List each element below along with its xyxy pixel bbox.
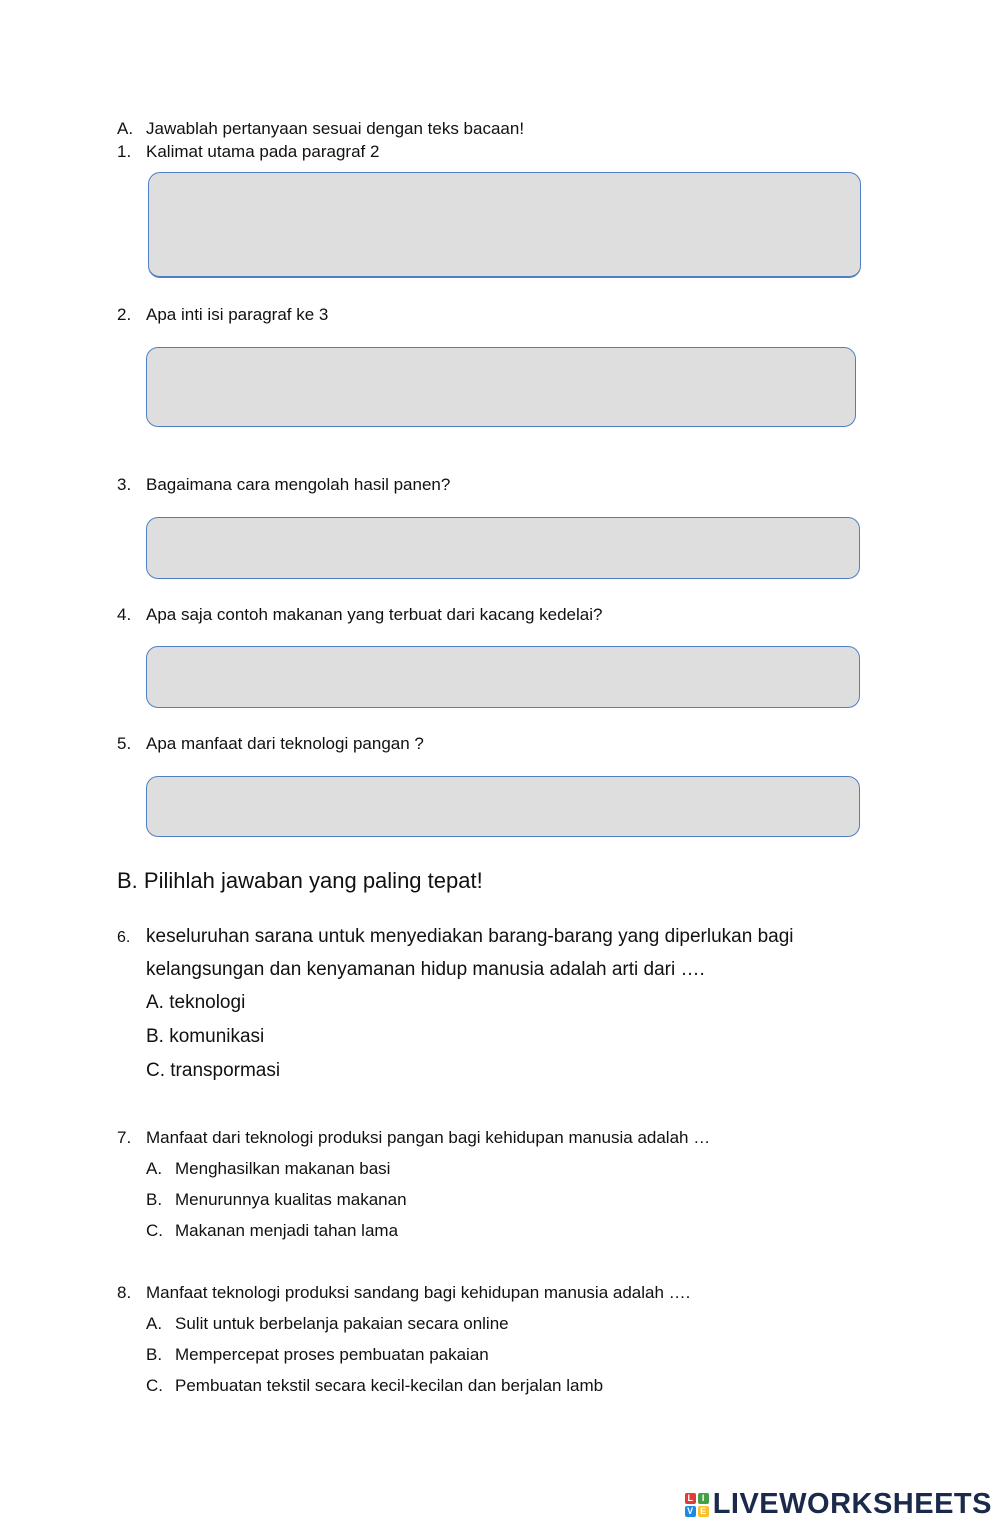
section-b-heading: B. Pilihlah jawaban yang paling tepat! [117, 868, 483, 893]
logo-mark-l: L [685, 1493, 696, 1504]
section-a-label: A. [117, 119, 134, 138]
question-7-option-a[interactable] [146, 1159, 390, 1179]
question-5-text: Apa manfaat dari teknologi pangan ? [146, 734, 424, 753]
question-8-option-c[interactable] [146, 1376, 603, 1396]
section-a-heading [117, 119, 524, 139]
question-6-option-a[interactable]: A. teknologi [146, 992, 246, 1013]
question-8-option-b[interactable] [146, 1345, 489, 1365]
question-6-line-1: keseluruhan sarana untuk menyediakan barang-barang yang diperlukan bagi [146, 926, 794, 947]
question-4 [117, 605, 602, 625]
question-1-text: Kalimat utama pada paragraf 2 [146, 142, 380, 161]
question-8-option-a[interactable] [146, 1314, 509, 1334]
question-5 [117, 734, 424, 754]
question-7-option-b[interactable] [146, 1190, 407, 1210]
section-a-title: Jawablah pertanyaan sesuai dengan teks bacaan! [146, 119, 525, 138]
question-3-text: Bagaimana cara mengolah hasil panen? [146, 475, 451, 494]
logo-mark-e: E [698, 1506, 709, 1517]
question-5-number: 5. [117, 734, 132, 753]
option-letter: A. [146, 1159, 163, 1178]
question-1-number: 1. [117, 142, 132, 161]
question-6-number: 6. [117, 929, 131, 946]
logo-mark-i: I [698, 1493, 709, 1504]
answer-box-4[interactable] [146, 646, 860, 708]
logo-mark-icon [685, 1493, 709, 1517]
question-8-number: 8. [117, 1283, 132, 1302]
option-letter: A. [146, 1314, 163, 1333]
question-6-line-2: kelangsungan dan kenyamanan hidup manusia adalah arti dari …. [146, 959, 705, 980]
logo-mark-v: V [685, 1506, 696, 1517]
question-6-option-c[interactable]: C. transpormasi [146, 1060, 281, 1081]
question-7-number: 7. [117, 1128, 132, 1147]
question-8-text: Manfaat teknologi produksi sandang bagi kehidupan manusia adalah …. [146, 1283, 691, 1302]
question-6 [117, 926, 794, 948]
question-3-number: 3. [117, 475, 132, 494]
option-text: Menurunnya kualitas makanan [175, 1190, 407, 1209]
question-7-option-c[interactable] [146, 1221, 398, 1241]
option-text: Makanan menjadi tahan lama [175, 1221, 399, 1240]
option-letter: B. [146, 1345, 163, 1364]
option-text: Sulit untuk berbelanja pakaian secara online [175, 1314, 509, 1333]
question-2-text: Apa inti isi paragraf ke 3 [146, 305, 329, 324]
question-6-option-b[interactable]: B. komunikasi [146, 1026, 265, 1047]
answer-box-1[interactable] [148, 172, 861, 278]
answer-box-3[interactable] [146, 517, 860, 579]
liveworksheets-logo [685, 1488, 992, 1521]
option-text: Mempercepat proses pembuatan pakaian [175, 1345, 489, 1364]
question-1 [117, 142, 379, 162]
question-8 [117, 1283, 690, 1303]
question-2-number: 2. [117, 305, 132, 324]
question-2 [117, 305, 328, 325]
question-3 [117, 475, 450, 495]
question-4-text: Apa saja contoh makanan yang terbuat dari kacang kedelai? [146, 605, 603, 624]
option-letter: C. [146, 1221, 163, 1240]
option-letter: B. [146, 1190, 163, 1209]
option-letter: C. [146, 1376, 163, 1395]
logo-text: LIVEWORKSHEETS [712, 1488, 992, 1520]
answer-box-2[interactable] [146, 347, 856, 427]
question-7 [117, 1128, 710, 1148]
question-7-text: Manfaat dari teknologi produksi pangan bagi kehidupan manusia adalah … [146, 1128, 711, 1147]
question-4-number: 4. [117, 605, 132, 624]
answer-box-5[interactable] [146, 776, 860, 837]
option-text: Pembuatan tekstil secara kecil-kecilan dan berjalan lamb [175, 1376, 604, 1395]
option-text: Menghasilkan makanan basi [175, 1159, 391, 1178]
